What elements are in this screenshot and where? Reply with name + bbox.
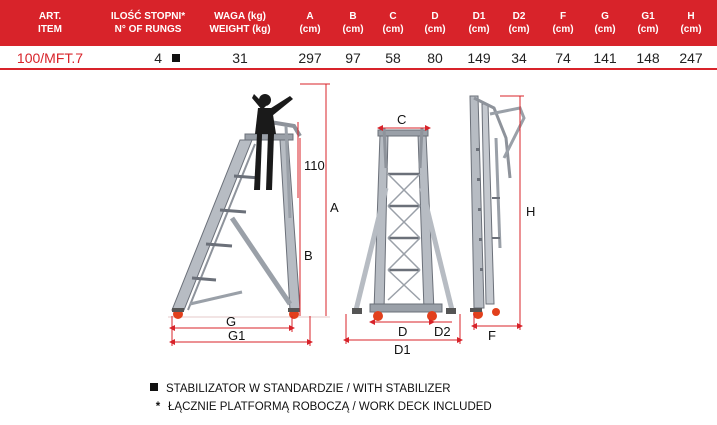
ladder-drawing-svg: [0, 78, 717, 368]
header-h: H (cm): [680, 11, 702, 35]
stabilizer-square-icon: [172, 54, 180, 62]
note-platform: [150, 398, 492, 416]
header-rungs: ILOŚĆ STOPNI* N° OF RUNGS: [110, 11, 186, 35]
dimension-label-g1: G1: [228, 328, 246, 343]
cell-weight: 31: [232, 50, 248, 66]
note-stabilizer: [150, 380, 492, 398]
header-g1: G1 (cm): [637, 11, 659, 35]
dimension-label-c: C: [397, 112, 407, 127]
header-item: ART. ITEM: [38, 11, 62, 35]
cell-rungs: [100, 46, 180, 68]
cell-item: 100/MFT.7: [16, 50, 84, 66]
asterisk-icon: *: [155, 401, 161, 413]
header-f: F (cm): [552, 11, 574, 35]
dimension-label-d1: D1: [394, 342, 411, 357]
cell-d: 80: [427, 50, 443, 66]
note-stabilizer-text: STABILIZATOR W STANDARDZIE / WITH STABILIZER: [166, 383, 451, 395]
dimension-label-b: B: [304, 248, 313, 263]
header-g: G (cm): [594, 11, 616, 35]
header-c: C (cm): [382, 11, 404, 35]
ladder-folded-view: [470, 96, 535, 343]
cell-b: 97: [345, 50, 361, 66]
cell-f: 74: [555, 50, 571, 66]
square-bullet-icon: [150, 383, 158, 391]
header-weight: WAGA (kg) WEIGHT (kg): [209, 11, 271, 35]
cell-c: 58: [385, 50, 401, 66]
dimension-label-110: 110: [304, 158, 325, 173]
rungs-value: 4: [154, 50, 162, 66]
dimension-label-h: H: [526, 204, 536, 219]
note-platform-text: ŁĄCZNIE PLATFORMĄ ROBOCZĄ / WORK DECK INCLUDED: [168, 401, 492, 413]
cell-g: 141: [593, 50, 617, 66]
header-d2: D2 (cm): [508, 11, 530, 35]
spec-table-row: [0, 46, 717, 70]
header-d: D (cm): [424, 11, 446, 35]
dimension-label-d: D: [398, 324, 408, 339]
header-a: A (cm): [299, 11, 321, 35]
header-b: B (cm): [342, 11, 364, 35]
dimension-label-g: G: [226, 314, 237, 329]
ladder-side-view: [168, 84, 339, 346]
dimension-label-a: A: [330, 200, 339, 215]
cell-g1: 148: [636, 50, 660, 66]
cell-a: 297: [298, 50, 322, 66]
spec-table-header: [0, 0, 717, 46]
cell-h: 247: [679, 50, 703, 66]
dimension-label-d2: D2: [434, 324, 451, 339]
header-d1: D1 (cm): [468, 11, 490, 35]
dimension-label-f: F: [488, 328, 496, 343]
footnotes: [150, 380, 492, 416]
ladder-front-view: [346, 112, 460, 357]
cell-d1: 149: [467, 50, 491, 66]
cell-d2: 34: [511, 50, 527, 66]
ladder-technical-drawing: [0, 78, 717, 368]
